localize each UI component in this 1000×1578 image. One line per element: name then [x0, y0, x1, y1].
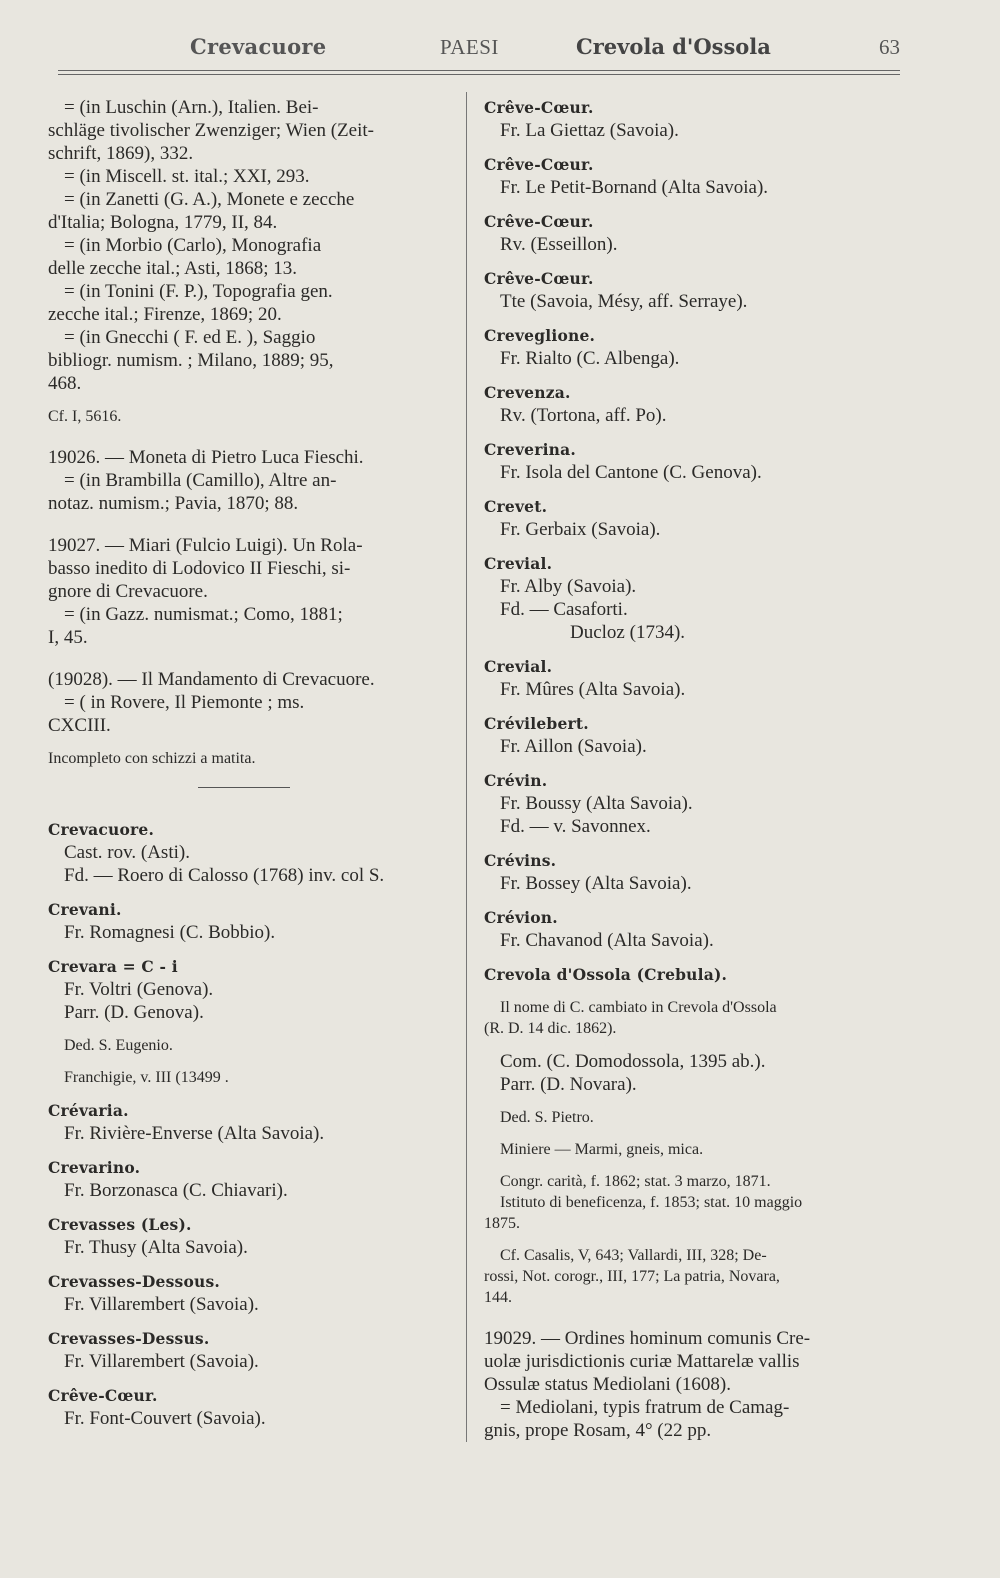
entry-detail: Fd. — Casaforti.	[500, 599, 628, 620]
text-line: = (in Gazz. numismat.; Como, 1881;	[64, 604, 343, 625]
note: Incompleto con schizzi a matita.	[48, 750, 256, 767]
entry-note: (R. D. 14 dic. 1862).	[484, 1020, 617, 1037]
page-number: 63	[879, 35, 900, 59]
entry-title: Crévion.	[484, 908, 558, 927]
entry-detail: Fr. Villarembert (Savoia).	[64, 1351, 259, 1372]
entry-detail: Rv. (Esseillon).	[500, 234, 618, 255]
entry-title: Creverina.	[484, 440, 576, 459]
entry-title: Crevasses-Dessus.	[48, 1329, 210, 1348]
header-rule-top	[58, 70, 900, 71]
entry-detail: Fr. Rivière-Enverse (Alta Savoia).	[64, 1123, 325, 1144]
entry-title: Crêve-Cœur.	[484, 98, 594, 117]
text-line: Ossulæ status Mediolani (1608).	[484, 1374, 731, 1395]
entry-title: Crévaria.	[48, 1101, 129, 1120]
text-line: = (in Brambilla (Camillo), Altre an-	[64, 470, 337, 491]
entry-detail: Fr. Villarembert (Savoia).	[64, 1294, 259, 1315]
entry-detail: Fr. Aillon (Savoia).	[500, 736, 647, 757]
entry-detail: Fr. Le Petit-Bornand (Alta Savoia).	[500, 177, 769, 198]
entry-title: Crevenza.	[484, 383, 571, 402]
entry-detail: Parr. (D. Novara).	[500, 1074, 637, 1095]
entry-detail: Fr. Bossey (Alta Savoia).	[500, 873, 692, 894]
text-line: d'Italia; Bologna, 1779, II, 84.	[48, 212, 278, 233]
entry-note: 1875.	[484, 1215, 520, 1232]
entry-note: Miniere — Marmi, gneis, mica.	[500, 1141, 704, 1158]
entry-note: Franchigie, v. III (13499 .	[64, 1069, 229, 1086]
text-line: = ( in Rovere, Il Piemonte ; ms.	[64, 692, 305, 713]
text-line: I, 45.	[48, 627, 88, 648]
right-column	[484, 96, 904, 1442]
running-header	[48, 30, 900, 70]
entry-detail: Fr. Voltri (Genova).	[64, 979, 214, 1000]
entry-title: Crevola d'Ossola (Crebula).	[484, 965, 728, 984]
entry-title: Crévin.	[484, 771, 548, 790]
entry-note: Ded. S. Pietro.	[500, 1109, 594, 1126]
entry-detail: Fr. Borzonasca (C. Chiavari).	[64, 1180, 288, 1201]
header-rule-bottom	[58, 74, 900, 75]
column-divider	[466, 92, 467, 1442]
entry-detail: Fr. Thusy (Alta Savoia).	[64, 1237, 248, 1258]
text-line: notaz. numism.; Pavia, 1870; 88.	[48, 493, 299, 514]
text-line: = Mediolani, typis fratrum de Camag-	[500, 1397, 790, 1418]
entry-detail: Fd. — v. Savonnex.	[500, 816, 651, 837]
entry-detail: Tte (Savoia, Mésy, aff. Serraye).	[500, 291, 748, 312]
entry-title: Crevial.	[484, 657, 553, 676]
entry-detail: Cast. rov. (Asti).	[64, 842, 190, 863]
entry-detail: Com. (C. Domodossola, 1395 ab.).	[500, 1051, 766, 1072]
entry-title: Crêve-Cœur.	[484, 155, 594, 174]
text-line: schläge tivolischer Zwenziger; Wien (Zeit-	[48, 120, 374, 141]
entry-detail: Fd. — Roero di Calosso (1768) inv. col S.	[64, 865, 385, 886]
entry-detail: Fr. Romagnesi (C. Bobbio).	[64, 922, 276, 943]
entry-title: Crevara = C - i	[48, 957, 178, 976]
entry-title: Crevacuore.	[48, 820, 155, 839]
entry-detail: Parr. (D. Genova).	[64, 1002, 204, 1023]
text-line: = (in Tonini (F. P.), Topografia gen.	[64, 281, 333, 302]
cross-reference: rossi, Not. corogr., III, 177; La patria, Novara,	[484, 1268, 780, 1285]
entry-19027: 19027. — Miari (Fulcio Luigi). Un Rola-	[48, 535, 363, 556]
text-line: = (in Luschin (Arn.), Italien. Bei-	[64, 97, 319, 118]
header-right-word: Crevola d'Ossola	[576, 34, 771, 59]
entry-title: Crevet.	[484, 497, 548, 516]
text-line: bibliogr. numism. ; Milano, 1889; 95,	[48, 350, 334, 371]
header-center-word: PAESI	[440, 35, 499, 59]
entry-note: Ded. S. Eugenio.	[64, 1037, 173, 1054]
entry-title: Crevasses-Dessous.	[48, 1272, 220, 1291]
entry-title: Creveglione.	[484, 326, 596, 345]
entry-detail: Fr. Font-Couvert (Savoia).	[64, 1408, 266, 1429]
entry-note: Istituto di beneficenza, f. 1853; stat. 10 maggio	[500, 1194, 803, 1211]
cross-reference: Cf. Casalis, V, 643; Vallardi, III, 328; De-	[500, 1247, 767, 1264]
text-line: delle zecche ital.; Asti, 1868; 13.	[48, 258, 298, 279]
text-line: schrift, 1869), 332.	[48, 143, 194, 164]
entry-detail: Fr. Mûres (Alta Savoia).	[500, 679, 686, 700]
entry-note: Congr. carità, f. 1862; stat. 3 marzo, 1871.	[500, 1173, 771, 1190]
text-line: 468.	[48, 373, 82, 394]
text-line: = (in Morbio (Carlo), Monografia	[64, 235, 322, 256]
entry-detail: Fr. La Giettaz (Savoia).	[500, 120, 679, 141]
text-line: = (in Miscell. st. ital.; XXI, 293.	[64, 166, 310, 187]
header-left-word: Crevacuore	[190, 34, 327, 59]
entry-title: Crevani.	[48, 900, 122, 919]
text-line: gnore di Crevacuore.	[48, 581, 208, 602]
left-column	[48, 96, 466, 1430]
entry-title: Crêve-Cœur.	[48, 1386, 158, 1405]
text-line: uolæ jurisdictionis curiæ Mattarelæ vallis	[484, 1351, 800, 1372]
text-line: = (in Gnecchi ( F. ed E. ), Saggio	[64, 327, 316, 348]
text-line: gnis, prope Rosam, 4° (22 pp.	[484, 1420, 712, 1441]
entry-detail: Fr. Boussy (Alta Savoia).	[500, 793, 693, 814]
entry-note: Il nome di C. cambiato in Crevola d'Ossola	[500, 999, 777, 1016]
text-line: basso inedito di Lodovico II Fieschi, si-	[48, 558, 351, 579]
cross-reference: 144.	[484, 1289, 512, 1306]
entry-detail: Fr. Rialto (C. Albenga).	[500, 348, 680, 369]
entry-19028: (19028). — Il Mandamento di Crevacuore.	[48, 669, 375, 690]
entry-detail: Fr. Gerbaix (Savoia).	[500, 519, 661, 540]
entry-detail: Fr. Isola del Cantone (C. Genova).	[500, 462, 762, 483]
text-line: CXCIII.	[48, 715, 111, 736]
text-line: = (in Zanetti (G. A.), Monete e zecche	[64, 189, 355, 210]
entry-detail: Fr. Chavanod (Alta Savoia).	[500, 930, 714, 951]
entry-title: Crévilebert.	[484, 714, 589, 733]
entry-title: Crevasses (Les).	[48, 1215, 192, 1234]
entry-title: Crevial.	[484, 554, 553, 573]
entry-19029: 19029. — Ordines hominum comunis Cre-	[484, 1328, 811, 1349]
entry-detail: Fr. Alby (Savoia).	[500, 576, 637, 597]
entry-title: Crêve-Cœur.	[484, 269, 594, 288]
section-divider	[198, 787, 290, 788]
entry-title: Crêve-Cœur.	[484, 212, 594, 231]
entry-19026: 19026. — Moneta di Pietro Luca Fieschi.	[48, 447, 364, 468]
cross-reference: Cf. I, 5616.	[48, 408, 122, 425]
entry-title: Crevarino.	[48, 1158, 141, 1177]
entry-title: Crévins.	[484, 851, 557, 870]
entry-detail: Ducloz (1734).	[570, 622, 686, 643]
entry-detail: Rv. (Tortona, aff. Po).	[500, 405, 667, 426]
text-line: zecche ital.; Firenze, 1869; 20.	[48, 304, 282, 325]
